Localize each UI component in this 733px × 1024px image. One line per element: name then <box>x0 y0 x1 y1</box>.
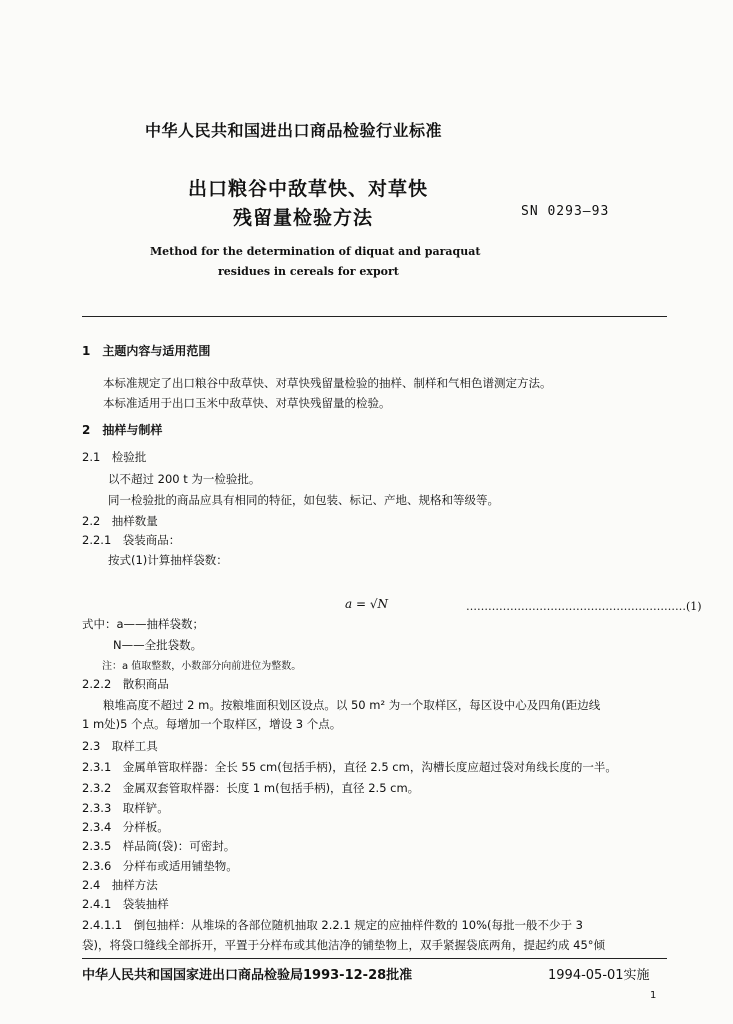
page-number: 1 <box>650 990 657 1001</box>
approval-line: 中华人民共和国国家进出口商品检验局1993-12-28批准 <box>82 968 413 983</box>
section-1-paragraph-2: 本标准适用于出口玉米中敌草快、对草快残留量的检验。 <box>103 396 391 410</box>
clause-2-2-2-text-2: 1 m处)5 个点。每增加一个取样区，增设 3 个点。 <box>82 717 342 731</box>
section-2-heading: 2 抽样与制样 <box>82 423 163 437</box>
clause-2-3-5: 2.3.5 样品筒(袋)：可密封。 <box>82 839 236 853</box>
clause-2-2-1: 2.2.1 袋装商品： <box>82 533 181 547</box>
clause-2-1-text-1: 以不超过 200 t 为一检验批。 <box>108 472 261 486</box>
clause-2-3-3: 2.3.3 取样铲。 <box>82 801 169 815</box>
clause-2-4-1-1-line-2: 袋)，将袋口缝线全部拆开，平置于分样布或其他洁净的铺垫物上，双手紧握袋底两角，提起约成 45°倾 <box>82 938 606 952</box>
formula-1-number: ……………………………………………………(1) <box>466 600 702 613</box>
clause-2-3-4: 2.3.4 分样板。 <box>82 820 169 834</box>
section-1-heading: 1 主题内容与适用范围 <box>82 344 211 358</box>
section-1-paragraph-1: 本标准规定了出口粮谷中敌草快、对草快残留量检验的抽样、制样和气相色谱测定方法。 <box>103 376 552 390</box>
clause-2-4-1: 2.4.1 袋装抽样 <box>82 897 169 911</box>
standard-header: 中华人民共和国进出口商品检验行业标准 <box>145 121 443 140</box>
clause-2-3: 2.3 取样工具 <box>82 739 158 753</box>
clause-2-3-6: 2.3.6 分样布或适用铺垫物。 <box>82 859 238 873</box>
clause-2-1-text-2: 同一检验批的商品应具有相同的特征，如包装、标记、产地、规格和等级等。 <box>108 493 499 507</box>
footer-divider <box>82 958 667 959</box>
clause-2-4-1-1-line-1: 2.4.1.1 倒包抽样：从堆垛的各部位随机抽取 2.2.1 规定的应抽样件数的 10%(每批一般不少于 3 <box>82 918 583 932</box>
effective-date: 1994-05-01实施 <box>548 968 650 983</box>
clause-2-2-2-text-1: 粮堆高度不超过 2 m。按粮堆面积划区设点。以 50 m² 为一个取样区，每区设中心及四角(距边线 <box>103 698 601 712</box>
clause-2-3-1: 2.3.1 金属单管取样器：全长 55 cm(包括手柄)，直径 2.5 cm，沟槽长度应超过袋对角线长度的一半。 <box>82 760 617 774</box>
standard-number: SN 0293—93 <box>521 204 610 219</box>
clause-2-2-2: 2.2.2 散积商品 <box>82 677 169 691</box>
english-title-line-1: Method for the determination of diquat and paraquat <box>150 245 481 258</box>
title-line-1: 出口粮谷中敌草快、对草快 <box>188 178 429 200</box>
clause-2-1: 2.1 检验批 <box>82 450 147 464</box>
formula-1: a = √N <box>345 597 388 611</box>
clause-2-2-1-text: 按式(1)计算抽样袋数： <box>108 553 228 567</box>
clause-2-2: 2.2 抽样数量 <box>82 514 158 528</box>
title-divider <box>82 316 667 317</box>
formula-where-a: 式中：a——抽样袋数； <box>82 617 205 631</box>
clause-2-3-2: 2.3.2 金属双套管取样器：长度 1 m(包括手柄)，直径 2.5 cm。 <box>82 781 420 795</box>
formula-where-n: N——全批袋数。 <box>113 638 203 652</box>
clause-2-4: 2.4 抽样方法 <box>82 878 158 892</box>
formula-note: 注：a 值取整数，小数部分向前进位为整数。 <box>102 661 302 672</box>
title-line-2: 残留量检验方法 <box>233 207 374 229</box>
english-title-line-2: residues in cereals for export <box>218 265 399 278</box>
